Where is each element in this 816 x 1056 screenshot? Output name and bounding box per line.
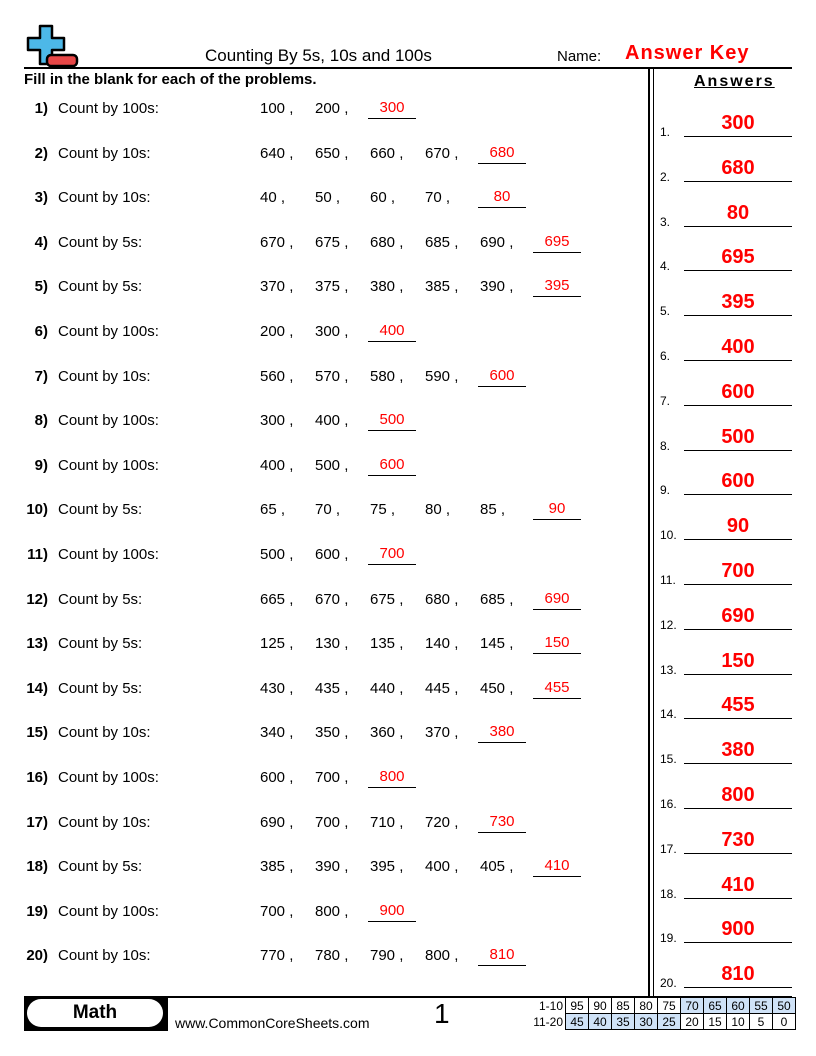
sequence-number: 130 , [315,635,349,653]
sequence-number: 125 , [260,635,294,653]
answer-key-line [684,539,792,540]
problem-label: Count by 10s: [58,367,151,385]
answer-key-item [660,781,792,811]
answer-key-item [660,691,792,721]
sequence-number: 720 , [425,813,459,831]
sequence-number: 650 , [315,144,349,162]
problem-number: 6) [34,323,48,340]
problem-label: Count by 5s: [58,233,143,251]
answer-key-item [660,871,792,901]
answer-key-number: 8. [660,438,671,453]
name-value: Answer Key [625,42,750,64]
answer-key-item [660,826,792,856]
answer-key-line [684,853,792,854]
sequence-number: 500 , [260,546,294,563]
column-divider-inner [653,69,654,997]
answer-key-number: 17. [660,841,677,856]
sequence-number: 665 , [260,590,294,608]
answer-key-item [660,467,792,497]
number-sequence [260,278,581,297]
score-cell: 35 [612,1014,635,1030]
sequence-number: 140 , [425,635,459,653]
score-cell: 85 [612,998,635,1014]
sequence-number: 670 , [315,590,349,608]
answer-key-value: 410 [721,873,755,896]
sequence-number: 700 , [260,902,294,920]
problem-number: 20) [26,947,48,965]
score-cell: 55 [750,998,773,1014]
sequence-number: 385 , [260,858,294,876]
score-range-label: 11-20 [533,1014,563,1029]
sequence-number: 590 , [425,367,459,385]
problem-number: 1) [34,100,48,117]
answer-key-value: 600 [721,470,755,493]
sequence-number: 570 , [315,367,349,385]
score-cell: 10 [727,1014,750,1030]
problem-row [0,278,640,302]
problem-label: Count by 5s: [58,501,143,519]
sequence-number: 100 , [260,100,294,117]
answer-key-item [660,199,792,229]
problem-label: Count by 5s: [58,278,143,296]
problem-label: Count by 100s: [58,323,159,340]
answer-key-item [660,557,792,587]
answer-key-item [660,243,792,273]
answer-key-number: 7. [660,393,671,408]
answer-key-number: 20. [660,976,677,991]
answer-key-number: 9. [660,483,671,498]
sequence-number: 685 , [425,233,459,251]
sequence-number: 770 , [260,947,294,965]
answer-key-value: 395 [721,291,755,314]
score-cell: 50 [773,998,796,1014]
score-cell: 30 [635,1014,658,1030]
answer-key-number: 19. [660,931,677,946]
problem-row [0,814,640,838]
problem-label: Count by 100s: [58,902,159,920]
instructions: Fill in the blank for each of the problems. [24,71,317,88]
score-cell: 0 [773,1014,796,1030]
answer-key-value: 810 [721,963,755,986]
problem-row [0,769,640,793]
problem-number: 18) [26,858,48,876]
answer-blank[interactable]: 600 [478,368,526,387]
problem-label: Count by 10s: [58,144,151,162]
sequence-number: 390 , [480,278,514,296]
problem-number: 16) [26,769,48,786]
answer-key-number: 5. [660,304,671,319]
answer-key-number: 4. [660,259,671,274]
sequence-number: 200 , [315,100,349,117]
number-sequence [260,546,416,565]
score-cell: 65 [704,998,727,1014]
sequence-number: 40 , [260,189,286,207]
answer-key-number: 14. [660,707,677,722]
sequence-number: 700 , [315,813,349,831]
sequence-number: 690 , [260,813,294,831]
sequence-number: 50 , [315,189,341,207]
problem-label: Count by 5s: [58,679,143,697]
sequence-number: 390 , [315,858,349,876]
answer-key-item [660,512,792,542]
answer-blank[interactable]: 150 [533,635,581,654]
sequence-number: 350 , [315,724,349,742]
problem-label: Count by 100s: [58,546,159,563]
number-sequence [260,680,581,699]
problem-row [0,234,640,258]
sequence-number: 680 , [425,590,459,608]
answer-key-number: 11. [660,573,676,587]
answer-blank[interactable]: 395 [533,278,581,297]
sequence-number: 85 , [480,501,506,519]
sequence-number: 800 , [315,902,349,920]
problem-number: 17) [26,813,48,831]
sequence-number: 435 , [315,679,349,697]
number-sequence [260,189,526,208]
problem-row [0,947,640,971]
answer-blank[interactable]: 400 [368,323,416,342]
answer-blank[interactable]: 800 [368,769,416,788]
problem-number: 9) [34,456,48,474]
sequence-number: 445 , [425,679,459,697]
worksheet-title: Counting By 5s, 10s and 100s [205,46,432,65]
number-sequence [260,412,416,431]
score-row [527,998,796,1014]
sequence-number: 360 , [370,724,404,742]
problem-row [0,635,640,659]
answer-key-value: 150 [721,649,755,672]
sequence-number: 60 , [370,189,396,207]
problem-label: Count by 10s: [58,947,151,965]
sequence-number: 400 , [425,858,459,876]
answer-key-item [660,423,792,453]
answer-key-value: 800 [721,784,755,806]
answer-key-line [684,942,792,943]
score-cell: 70 [681,998,704,1014]
subject-badge [24,997,168,1031]
number-sequence [260,145,526,164]
score-cell: 95 [566,998,589,1014]
answer-key-value: 900 [721,918,755,941]
answer-key-line [684,226,792,227]
sequence-number: 675 , [315,233,349,251]
answer-key-line [684,270,792,271]
sequence-number: 400 , [260,456,294,474]
answer-key-value: 300 [721,112,755,134]
number-sequence [260,323,416,342]
problem-row [0,412,640,436]
sequence-number: 670 , [260,233,294,251]
answer-key-line [684,405,792,406]
answer-blank[interactable]: 700 [368,546,416,565]
score-cell: 15 [704,1014,727,1030]
sequence-number: 600 , [260,769,294,786]
answer-key-line [684,494,792,495]
answer-key-line [684,136,792,137]
answer-blank[interactable]: 810 [478,947,526,966]
problem-label: Count by 5s: [58,858,143,876]
answer-key-item [660,109,792,139]
problem-number: 4) [34,233,48,251]
answer-blank[interactable]: 680 [478,145,526,164]
answer-blank[interactable]: 730 [478,814,526,833]
score-cell: 5 [750,1014,773,1030]
sequence-number: 385 , [425,278,459,296]
plus-minus-logo-icon [24,24,80,68]
number-sequence [260,368,526,387]
number-sequence [260,858,581,877]
answer-key-value: 600 [721,380,755,403]
answer-key-number: 3. [660,214,671,229]
answer-key-line [684,584,792,585]
number-sequence [260,724,526,743]
answer-key-value: 500 [721,425,755,448]
problem-row [0,100,640,124]
sequence-number: 70 , [425,189,451,207]
column-divider [648,69,650,997]
number-sequence [260,635,581,654]
sequence-number: 300 , [315,323,349,340]
problem-number: 2) [34,144,48,162]
sequence-number: 580 , [370,367,404,385]
answer-key-number: 6. [660,349,671,363]
answer-blank[interactable]: 300 [368,100,416,119]
sequence-number: 300 , [260,412,294,430]
problem-number: 8) [34,412,48,430]
answer-key-line [684,629,792,630]
answer-key-value: 400 [721,336,755,358]
sequence-number: 400 , [315,412,349,430]
problem-number: 15) [26,724,48,742]
answer-key-line [684,450,792,451]
answer-key-line [684,763,792,764]
score-cell: 90 [589,998,612,1014]
sequence-number: 685 , [480,590,514,608]
sequence-number: 710 , [370,813,404,831]
answer-key-value: 90 [726,515,750,538]
answer-key-value: 380 [721,739,755,762]
answer-blank[interactable]: 500 [368,412,416,431]
problem-row [0,501,640,525]
answer-key-number: 13. [660,662,677,677]
problem-number: 10) [26,501,48,519]
answer-blank[interactable]: 90 [533,501,581,520]
answer-blank[interactable]: 690 [533,591,581,610]
sequence-number: 680 , [370,233,404,251]
sequence-number: 80 , [425,501,451,519]
problem-row [0,457,640,481]
answer-blank[interactable]: 695 [533,234,581,253]
problem-row [0,903,640,927]
sequence-number: 375 , [315,278,349,296]
sequence-number: 640 , [260,144,294,162]
number-sequence [260,947,526,966]
problem-row [0,858,640,882]
score-cell: 60 [727,998,750,1014]
answer-key-number: 1. [660,125,671,139]
sequence-number: 675 , [370,590,404,608]
sequence-number: 600 , [315,546,349,563]
score-range-label: 1-10 [538,998,563,1013]
header-rule [24,67,792,69]
problem-number: 12) [26,590,48,608]
problem-number: 13) [26,635,48,653]
answer-blank[interactable]: 80 [478,189,526,208]
answer-blank[interactable]: 600 [368,457,416,476]
answer-key-number: 2. [660,169,671,184]
problem-number: 11) [27,546,48,563]
score-row [527,1014,796,1030]
answer-key-value: 700 [721,560,755,582]
problem-row [0,145,640,169]
problem-row [0,323,640,347]
answer-key-value: 455 [721,694,755,717]
sequence-number: 690 , [480,233,514,251]
sequence-number: 395 , [370,858,404,876]
answer-blank[interactable]: 900 [368,903,416,922]
name-label: Name: [557,48,602,65]
problem-number: 14) [26,679,48,697]
sequence-number: 380 , [370,278,404,296]
answer-blank[interactable]: 380 [478,724,526,743]
website-link[interactable]: www.CommonCoreSheets.com [175,1015,370,1031]
sequence-number: 560 , [260,367,294,385]
answer-blank[interactable]: 455 [533,680,581,699]
problem-number: 7) [34,367,48,385]
sequence-number: 780 , [315,947,349,965]
answer-key-item [660,960,792,990]
answer-key-item [660,154,792,184]
problem-row [0,724,640,748]
score-cell: 45 [566,1014,589,1030]
sequence-number: 65 , [260,501,286,519]
score-table [527,997,796,1030]
sequence-number: 450 , [480,679,514,697]
score-cell: 25 [658,1014,681,1030]
number-sequence [260,814,526,833]
problem-label: Count by 10s: [58,724,151,742]
answer-key-value: 690 [721,604,755,627]
answer-key-line [684,674,792,675]
number-sequence [260,591,581,610]
answer-key-item [660,602,792,632]
answer-key-value: 730 [721,828,755,851]
sequence-number: 70 , [315,501,341,519]
number-sequence [260,903,416,922]
answer-key-line [684,315,792,316]
subject-label: Math [27,999,163,1027]
answer-key-value: 695 [721,246,755,269]
sequence-number: 145 , [480,635,514,653]
answer-key-line [684,987,792,988]
sequence-number: 800 , [425,947,459,965]
problem-row [0,546,640,570]
problem-label: Count by 100s: [58,769,159,786]
sequence-number: 430 , [260,679,294,697]
answer-key-number: 12. [660,617,677,632]
sequence-number: 440 , [370,679,404,697]
sequence-number: 660 , [370,144,404,162]
problem-label: Count by 5s: [58,635,143,653]
sequence-number: 370 , [260,278,294,296]
answer-key-number: 18. [660,886,677,901]
answer-key-item [660,647,792,677]
problem-row [0,189,640,213]
answer-key-line [684,808,792,809]
answers-heading: Answers [694,73,775,90]
number-sequence [260,769,416,788]
answer-key-item [660,333,792,363]
problem-number: 3) [34,189,48,207]
problem-label: Count by 10s: [58,189,151,207]
answer-key-number: 16. [660,797,677,811]
problem-label: Count by 100s: [58,412,159,430]
answer-key-number: 15. [660,752,677,767]
problem-number: 19) [26,902,48,920]
number-sequence [260,501,581,520]
answer-key-line [684,360,792,361]
sequence-number: 500 , [315,456,349,474]
number-sequence [260,234,581,253]
answer-key-value: 80 [726,201,750,224]
number-sequence [260,100,416,119]
sequence-number: 370 , [425,724,459,742]
answer-key-line [684,718,792,719]
number-sequence [260,457,416,476]
answer-key-item [660,288,792,318]
answer-key-item [660,915,792,945]
problem-row [0,680,640,704]
answer-blank[interactable]: 410 [533,858,581,877]
page-number: 1 [434,998,450,1029]
answer-key-item [660,736,792,766]
answer-key-line [684,898,792,899]
sequence-number: 700 , [315,769,349,786]
problem-row [0,591,640,615]
problem-number: 5) [34,278,48,296]
answer-key-value: 680 [721,156,755,179]
answer-key-line [684,181,792,182]
problem-row [0,368,640,392]
score-cell: 40 [589,1014,612,1030]
sequence-number: 670 , [425,144,459,162]
sequence-number: 200 , [260,323,294,340]
score-cell: 20 [681,1014,704,1030]
sequence-number: 340 , [260,724,294,742]
answer-key-item [660,378,792,408]
sequence-number: 75 , [370,501,396,519]
problem-label: Count by 5s: [58,590,143,608]
answer-key-number: 10. [660,528,677,543]
problem-label: Count by 100s: [58,100,159,117]
sequence-number: 135 , [370,635,404,653]
score-cell: 80 [635,998,658,1014]
problem-label: Count by 10s: [58,813,151,831]
problem-label: Count by 100s: [58,456,159,474]
sequence-number: 405 , [480,858,514,876]
sequence-number: 790 , [370,947,404,965]
score-cell: 75 [658,998,681,1014]
